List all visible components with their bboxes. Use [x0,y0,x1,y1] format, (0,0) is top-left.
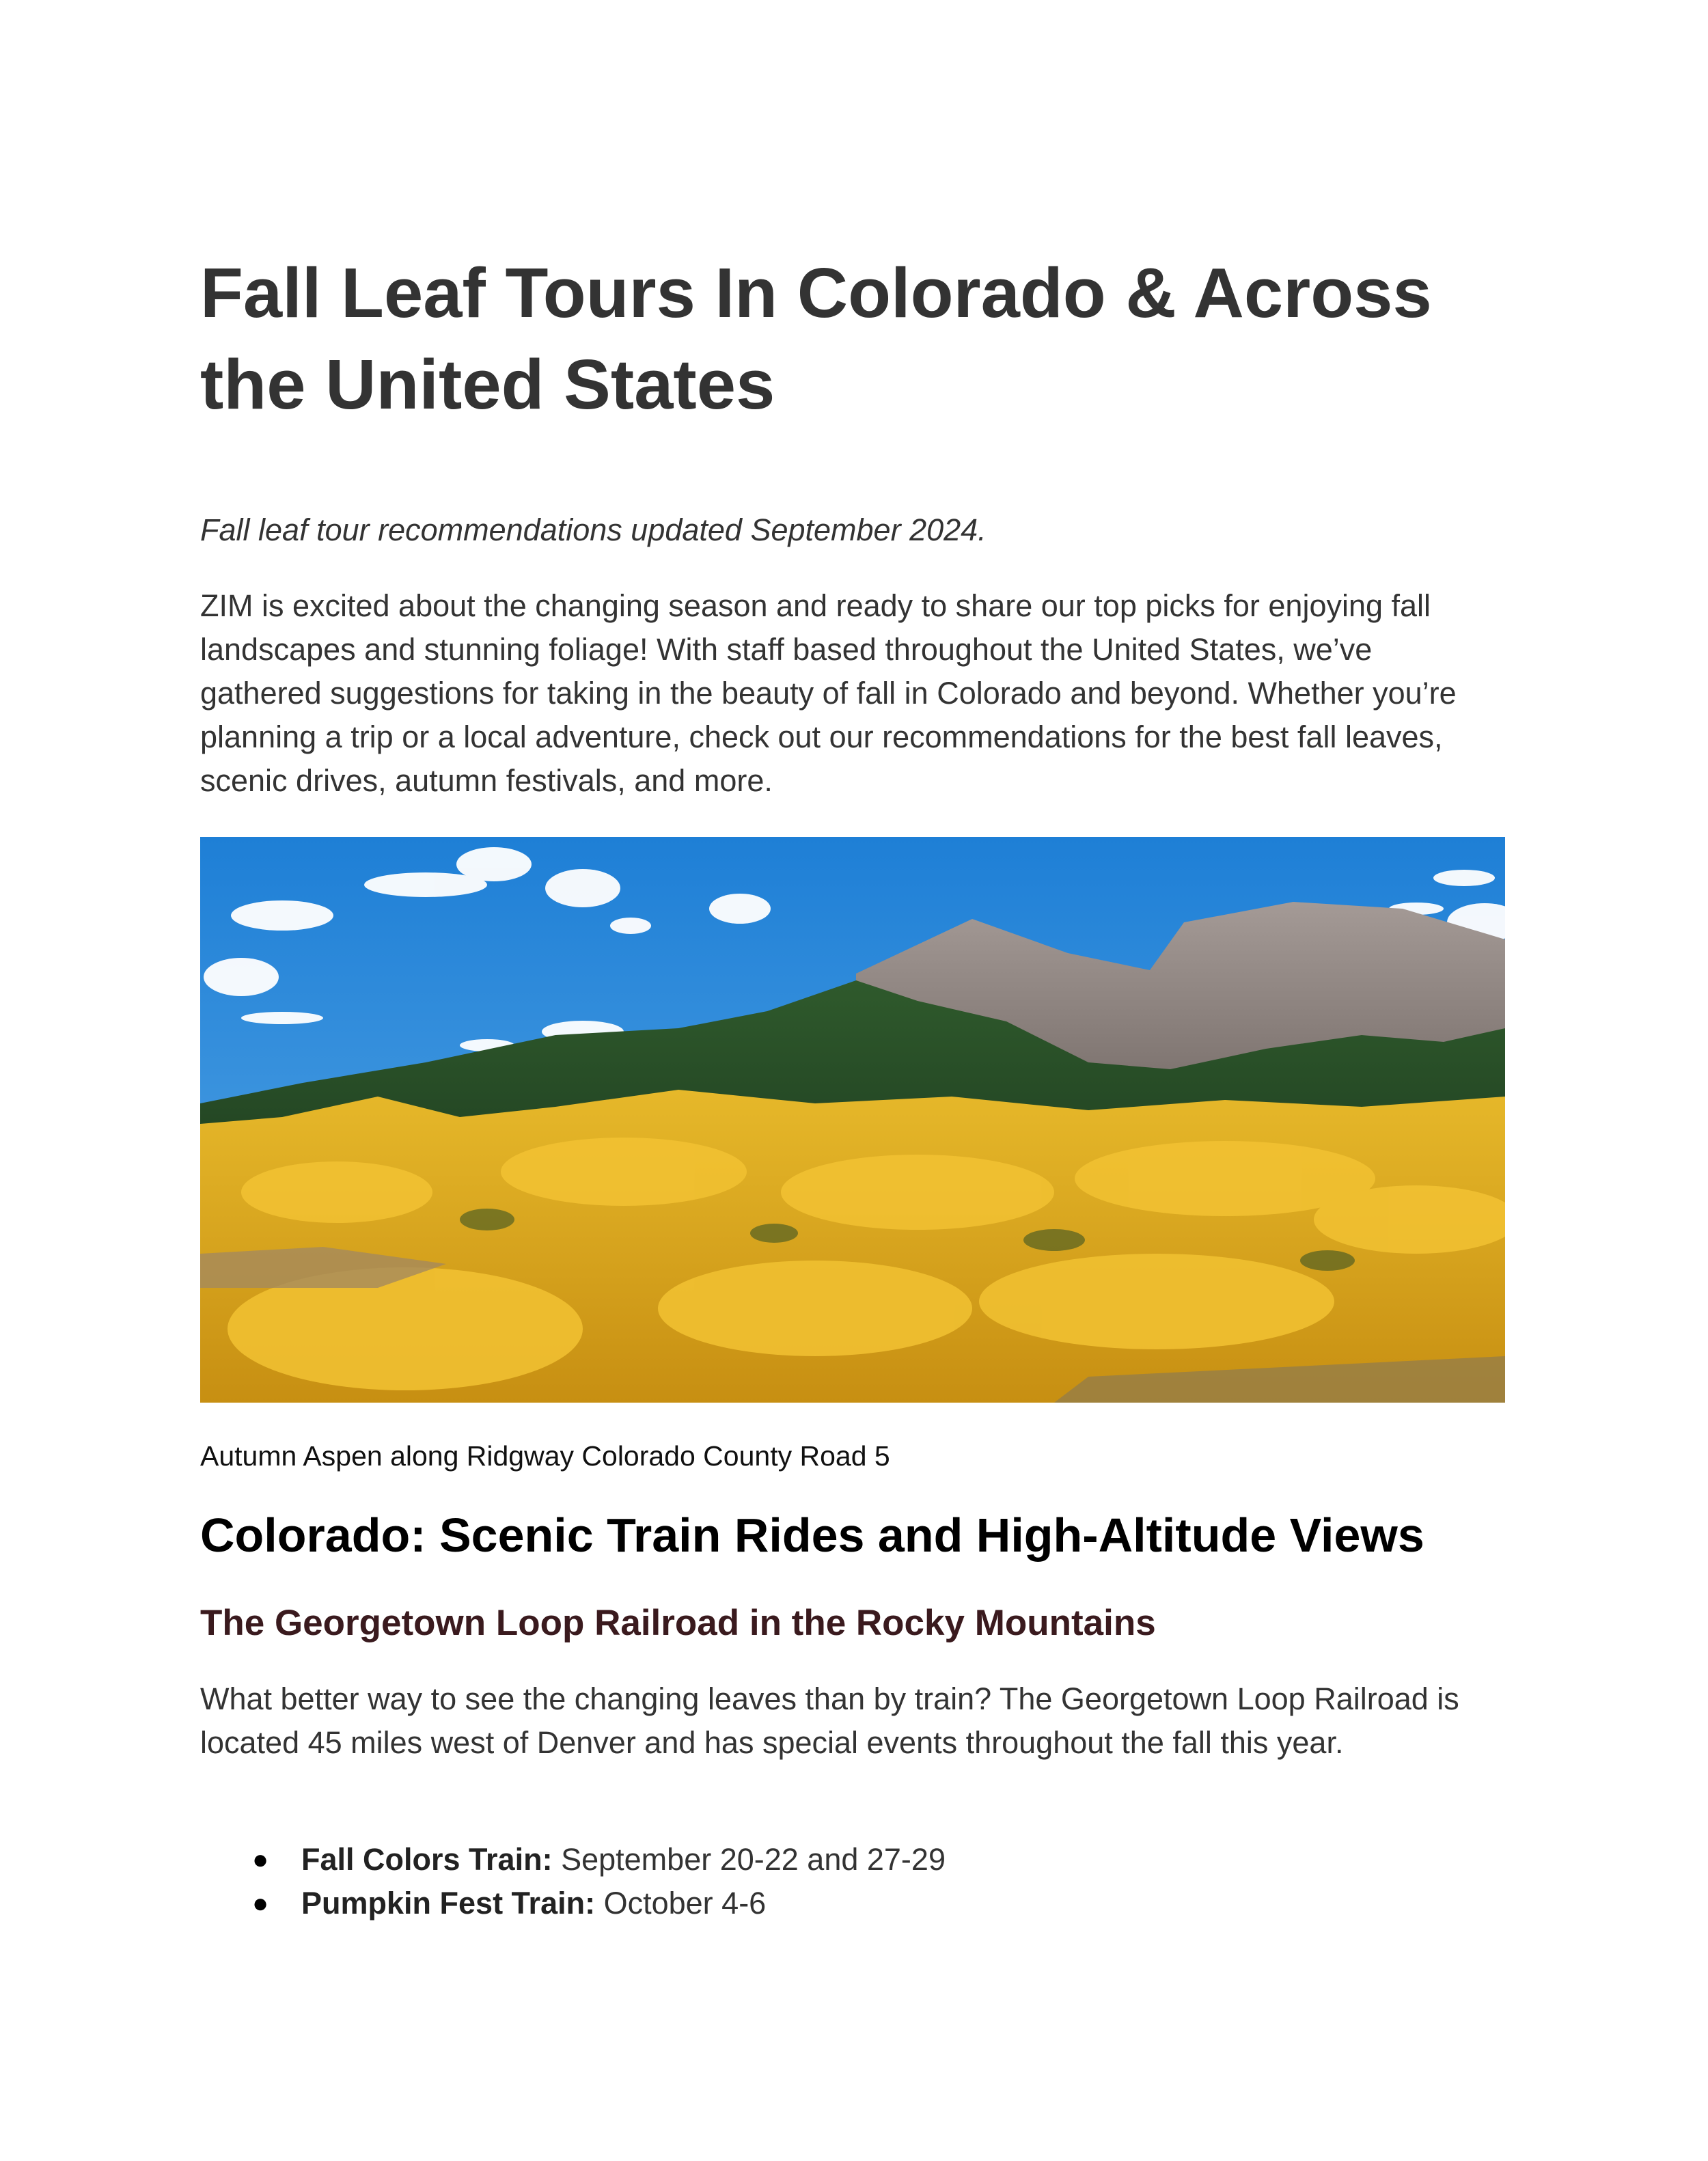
updated-note: Fall leaf tour recommendations updated September 2024. [200,512,987,547]
bullet-icon: ● [252,1888,269,1918]
event-dates: September 20-22 and 27-29 [561,1842,946,1877]
list-item [200,1882,946,1925]
page-title: Fall Leaf Tours In Colorado & Across the United States [200,253,1432,424]
list-item [200,1838,946,1882]
bullet-icon: ● [252,1845,269,1875]
event-name: Fall Colors Train: [301,1842,553,1877]
document-page [200,0,1498,2161]
events-list [200,1838,946,1925]
landscape-illustration [200,837,1505,1403]
subsection-heading: The Georgetown Loop Railroad in the Rocky Mountains [200,1603,1156,1643]
image-caption: Autumn Aspen along Ridgway Colorado County Road 5 [200,1440,890,1472]
intro-paragraph: ZIM is excited about the changing season and ready to share our top picks for enjoying fall landscapes and stunning foliage! With staff based throughout the United States, we’ve gathered suggestions for taking in the beauty of fall in Colorado and beyond. Whether you’re planning a trip or a local adventure, check out our recommendations for the best fall leaves, scenic drives, autumn festivals, and more. [200,588,1457,798]
section-heading: Colorado: Scenic Train Rides and High-Altitude Views [200,1509,1424,1562]
event-name: Pumpkin Fest Train: [301,1886,596,1921]
event-dates: October 4-6 [603,1886,767,1921]
aspen-landscape-photo [200,837,1505,1403]
subsection-paragraph: What better way to see the changing leaves than by train? The Georgetown Loop Railroad is located 45 miles west of Denver and has special events throughout the fall this year. [200,1681,1459,1760]
